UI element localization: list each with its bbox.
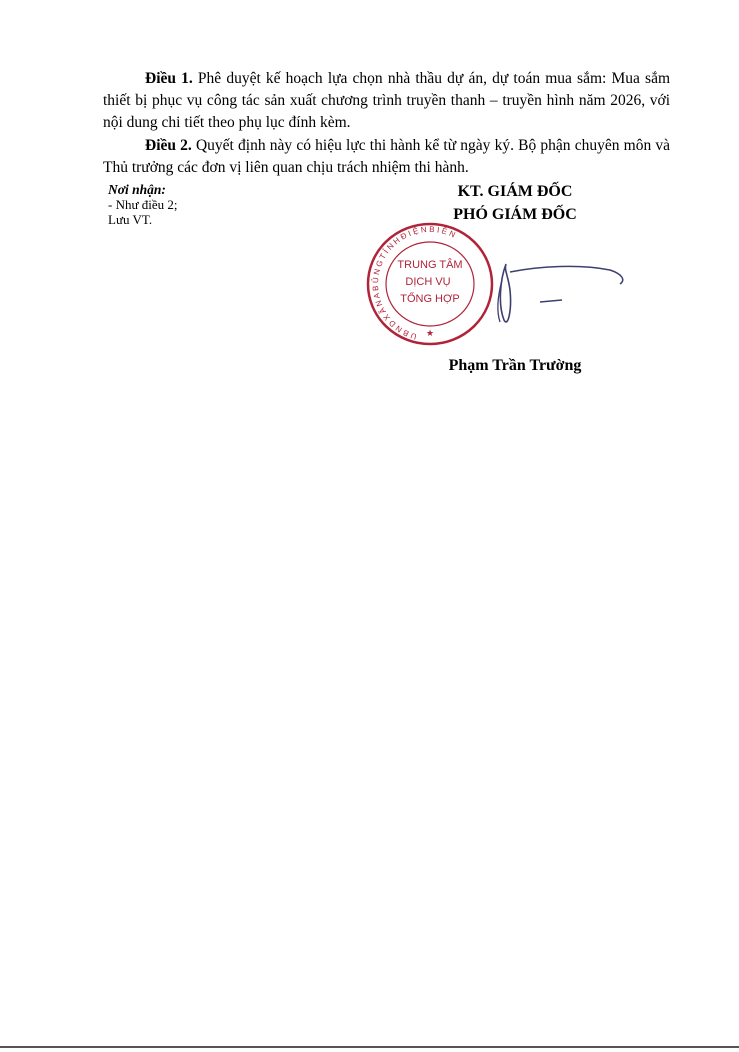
article-2-label: Điều 2. — [145, 137, 192, 154]
stamp-line-1: TRUNG TÂM — [397, 259, 463, 271]
stamp-outer-text: U B N D X Ã N A B Ủ N G T Ỉ N H Đ I Ệ N B I Ê N — [370, 224, 457, 342]
stamp-line-2: DỊCH VỤ — [405, 276, 451, 288]
signer-name: Phạm Trần Trường — [448, 357, 582, 374]
page-bottom-border — [0, 1046, 739, 1048]
recipient-item: Lưu VT. — [108, 212, 153, 227]
article-1-text: Phê duyệt kế hoạch lựa chọn nhà thầu dự án, dự toán mua sắm: Mua sắm thiết bị phục vụ công tác sản xuất chương trình truyền thanh – truyền hình năm 2026, với nội dung chi tiết theo phụ lục đính kèm. — [103, 70, 671, 131]
recipients-title: Nơi nhận: — [108, 182, 166, 197]
article-2-text: Quyết định này có hiệu lực thi hành kể từ ngày ký. Bộ phận chuyên môn và Thủ trưởng các đơn vị liên quan chịu trách nhiệm thi hành. — [103, 137, 671, 176]
recipient-item: - Như điều 2; — [108, 197, 178, 212]
article-1 — [103, 68, 670, 134]
article-2 — [103, 135, 670, 179]
signature-title-2: PHÓ GIÁM ĐỐC — [453, 206, 577, 223]
handwritten-signature — [470, 250, 630, 340]
signature-title-1: KT. GIÁM ĐỐC — [457, 183, 573, 200]
recipients-block — [108, 182, 178, 227]
stamp-star-icon: ★ — [425, 329, 435, 339]
article-1-label: Điều 1. — [145, 70, 193, 87]
stamp-line-3: TỔNG HỢP — [400, 293, 460, 305]
